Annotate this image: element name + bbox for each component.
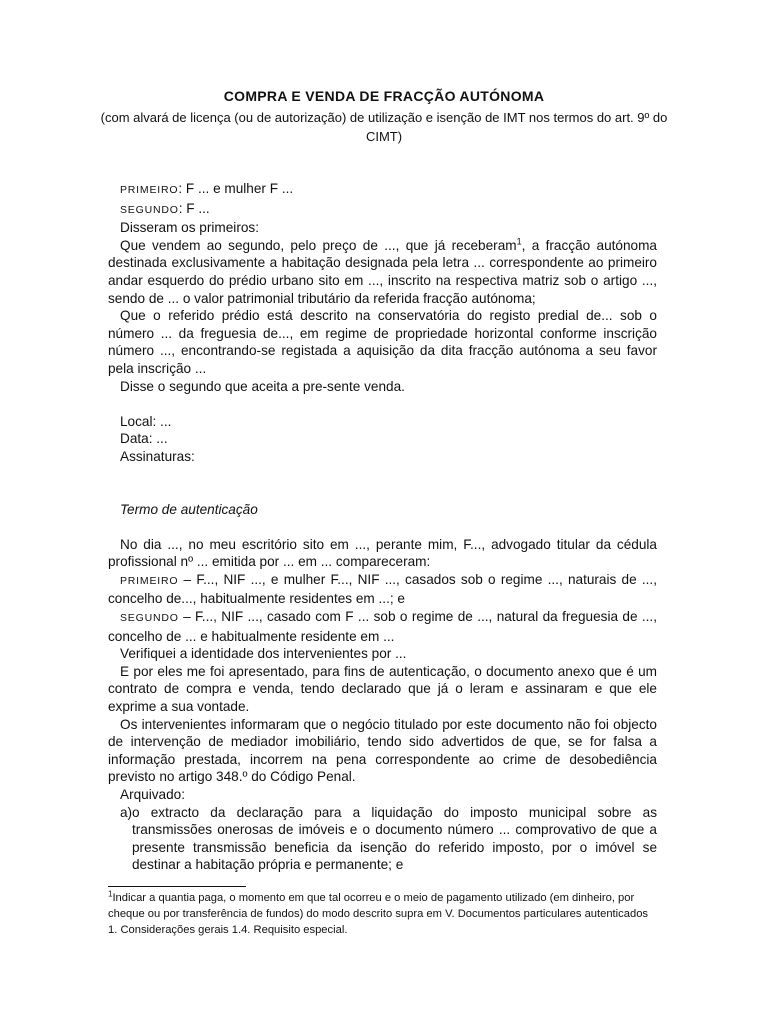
authentication-segundo-text: – F..., NIF ..., casado com F ... sob o regime de ..., natural da freguesia de ..., concelho de ... e habitualmente residente em ... [108,609,657,644]
closing-signatures: Assinaturas: [120,448,195,464]
party-primeiro-text: : F ... e mulher F ... [178,181,294,196]
party-segundo-label: SEGUNDO [120,203,179,216]
declaration-sale [108,237,657,307]
document-title: COMPRA E VENDA DE FRACÇÃO AUTÓNOMA [223,88,545,104]
declaration-acceptance: Disse o segundo que aceita a pre-sente venda. [120,378,405,394]
party-primeiro [108,180,657,200]
footnote-ref[interactable]: 1 [516,236,522,247]
authentication-segundo-label: SEGUNDO [120,612,179,625]
authentication-verify: Verifiquei a identidade dos intervenientes por ... [120,646,407,662]
authentication-intro: No dia ..., no meu escritório sito em ..., perante mim, F..., advogado titular da cédula profissional nº ... emitida por ... em ... compareceram: [108,536,657,570]
party-segundo-text: : F ... [178,200,210,216]
declaration-registry: Que o referido prédio está descrito na conservatória do registo predial de... sob o número ... da freguesia de..., em regime de propriedade horizontal conforme inscrição número ..., encontrando-se registada a aquisição da dita fracção autónoma a seu favor pela inscrição ... [108,308,657,376]
footnote-text: Indicar a quantia paga, o momento em que tal ocorreu e o meio de pagamento utilizado (em dinheiro, por cheque ou por transferência de fundos) do modo descrito supra em V. Documentos particulares autenticados 1. Considerações gerais 1.4. Requisito especial. [108,892,649,936]
authentication-heading: Termo de autenticação [120,501,258,517]
document-body [108,180,657,874]
authentication-archived: Arquivado: [120,787,185,802]
declaration-sale-text: Que vendem ao segundo, pelo preço de ..., que já receberam [120,237,517,253]
party-primeiro-label: PRIMEIRO [120,184,179,196]
footnote [108,890,658,938]
archived-item-a-text: o extracto da declaração para a liquidação do imposto municipal sobre as transmissões onerosas de imóveis e o documento número ... comprovativo de que a presente transmissão beneficia da isenção do referido imposto, por o imóvel se destinar a habitação própria e permanente; e [132,804,657,873]
closing-data: Data: ... [120,431,168,447]
authentication-mediator: Os intervenientes informaram que o negócio titulado por este documento não foi objecto de intervenção de mediador imobiliário, tendo sido advertidos de que, se for falsa a informação prestada, incorrem na pena correspondente ao crime de desobediência previsto no artigo 348.º do Código Penal. [108,716,657,785]
authentication-segundo [108,608,657,645]
party-segundo [108,200,657,220]
archived-item-a [108,804,657,874]
declaration-sale-text-cont: , a fracção autónoma destinada exclusivamente a habitação designada pela letra ... correspondente ao primeiro andar esquerdo do prédio urbano sito em ..., inscrito na respectiva matriz sob o artigo ..., sendo de ... o valor patrimonial tributário da referida fracção autónoma; [108,237,657,306]
authentication-primeiro-label: PRIMEIRO [120,574,179,587]
authentication-document: E por eles me foi apresentado, para fins de autenticação, o documento anexo que é um contrato de compra e venda, tendo declarado que já o leram e assinaram e que ele exprime a sua vontade. [108,663,657,715]
footnote-number: 1 [108,889,113,899]
authentication-primeiro-text: – F..., NIF ..., e mulher F..., NIF ..., casados sob o regime ..., naturais de ..., concelho de..., habitualmente residentes em ...; e [108,571,657,607]
authentication-primeiro [108,571,657,608]
closing-local: Local: ... [120,413,172,429]
archived-item-a-mark: a) [120,804,133,820]
declarations-intro: Disseram os primeiros: [120,220,259,236]
footnote-separator [108,886,246,887]
document-subtitle: (com alvará de licença (ou de autorização) de utilização e isenção de IMT nos termos do art. 9º do CIMT) [100,110,668,144]
